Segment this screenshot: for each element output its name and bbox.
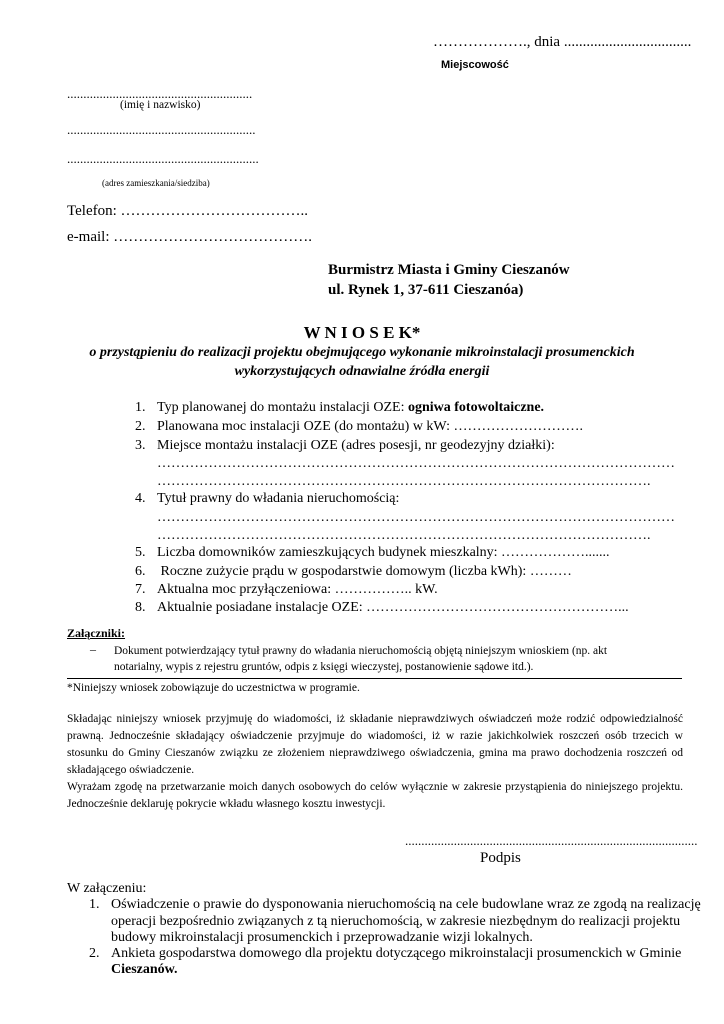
address-label: (adres zamieszkania/siedziba): [102, 178, 210, 188]
place-date-line: ………………., dnia ..................................: [433, 34, 692, 50]
list-item: 3. Miejsce montażu instalacji OZE (adres posesji, nr geodezyjny działki):: [135, 438, 555, 453]
list-item-fill-line: …………………………………………………………………………………………………: [157, 510, 675, 525]
name-label: (imię i nazwisko): [120, 99, 201, 111]
declaration-paragraph-2: Wyrażam zgodę na przetwarzanie moich danych osobowych do celów wyłącznie w zakresie przystąpienia do niniejszego projektu. Jednocześnie deklaruję pokrycie wkładu własnego kosztu inwestycji.: [67, 781, 683, 810]
appendix-item-2-num: 2.: [89, 946, 100, 961]
footnote: *Niniejszy wniosek zobowiązuje do uczestnictwa w programie.: [67, 682, 360, 694]
list-item: 5. Liczba domowników zamieszkujących budynek mieszkalny: ……………….......: [135, 545, 610, 560]
list-item: 1. Typ planowanej do montażu instalacji OZE: ogniwa fotowoltaiczne.: [135, 400, 545, 415]
recipient-line-2: ul. Rynek 1, 37-611 Cieszanóa): [328, 282, 524, 298]
list-item: 6. Roczne zużycie prądu w gospodarstwie domowym (liczba kWh): ………: [135, 564, 572, 579]
name-line: .........................................................: [67, 86, 253, 101]
appendix-heading: W załączeniu:: [67, 881, 147, 896]
appendix-item-2-line: Cieszanów.: [111, 962, 178, 977]
divider: [67, 678, 682, 679]
title-subline-2: wykorzystujących odnawialne źródła energii: [234, 364, 490, 379]
list-item-fill-line: …………………………………………………………………………………………….: [157, 474, 651, 489]
attachment-line-1: Dokument potwierdzający tytuł prawny do władania nieruchomością objętą niniejszym wnioskiem (np. akt: [114, 645, 608, 657]
declaration-paragraph-1: Składając niniejszy wniosek przyjmuję do wiadomości, iż składanie nieprawdziwych oświadczeń może rodzić odpowiedzialność prawną. Jednocześnie składający oświadczenie przyjmuje do wiadomości, iż w razie jakichkolwiek roszczeń osób trzecich w stosunku do Gminy Cieszanów związku ze złożeniem nieprawdziwego oświadczenia, gmina ma prawo dochodzenia roszczeń od składającego oświadczenie.: [67, 713, 683, 776]
place-label: Miejscowość: [441, 59, 509, 71]
list-item: 2. Planowana moc instalacji OZE (do montażu) w kW: ……………………….: [135, 419, 584, 434]
email-line: e-mail: ………………………………….: [67, 229, 312, 245]
list-item: 4. Tytuł prawny do władania nieruchomością:: [135, 491, 400, 506]
appendix-item-1-line: operacji bezpośrednio związanych z tą nieruchomością, w zakresie niezbędnym do realizacji projektu: [111, 914, 681, 929]
signature-label: Podpis: [480, 850, 521, 866]
appendix-item-1-num: 1.: [89, 897, 100, 912]
appendix-item-1-line: Oświadczenie o prawie do dysponowania nieruchomością na cele budowlane wraz ze zgodą na realizację: [111, 897, 701, 912]
list-item-fill-line: …………………………………………………………………………………………….: [157, 528, 651, 543]
address-line-2: ...........................................................: [67, 151, 259, 166]
title-subline-1: o przystąpieniu do realizacji projektu obejmującego wykonanie mikroinstalacji prosumenckich: [89, 345, 635, 360]
list-item: 7. Aktualna moc przyłączeniowa: …………….. kW.: [135, 582, 438, 597]
list-item-fill-line: …………………………………………………………………………………………………: [157, 456, 675, 471]
address-line-1: ..........................................................: [67, 122, 256, 137]
recipient-line-1: Burmistrz Miasta i Gminy Cieszanów: [328, 262, 570, 278]
phone-line: Telefon: ………………………………..: [67, 203, 309, 219]
document-title: W N I O S E K*: [303, 323, 421, 342]
attachments-heading: Załączniki:: [67, 626, 126, 640]
appendix-item-2-line: Ankieta gospodarstwa domowego dla projektu dotyczącego mikroinstalacji prosumenckich w Gminie: [111, 946, 682, 961]
signature-line: ..........................................................................................: [405, 833, 698, 848]
attachment-dash: –: [90, 642, 96, 656]
attachment-line-2: notarialny, wypis z rejestru gruntów, odpis z księgi wieczystej, postanowienie sądowe itd.).: [114, 661, 534, 673]
appendix-item-1-line: budowy mikroinstalacji prosumenckich i przeprowadzanie wizji lokalnych.: [111, 930, 533, 945]
list-item: 8. Aktualnie posiadane instalacje OZE: ………………………………………………...: [135, 600, 629, 615]
